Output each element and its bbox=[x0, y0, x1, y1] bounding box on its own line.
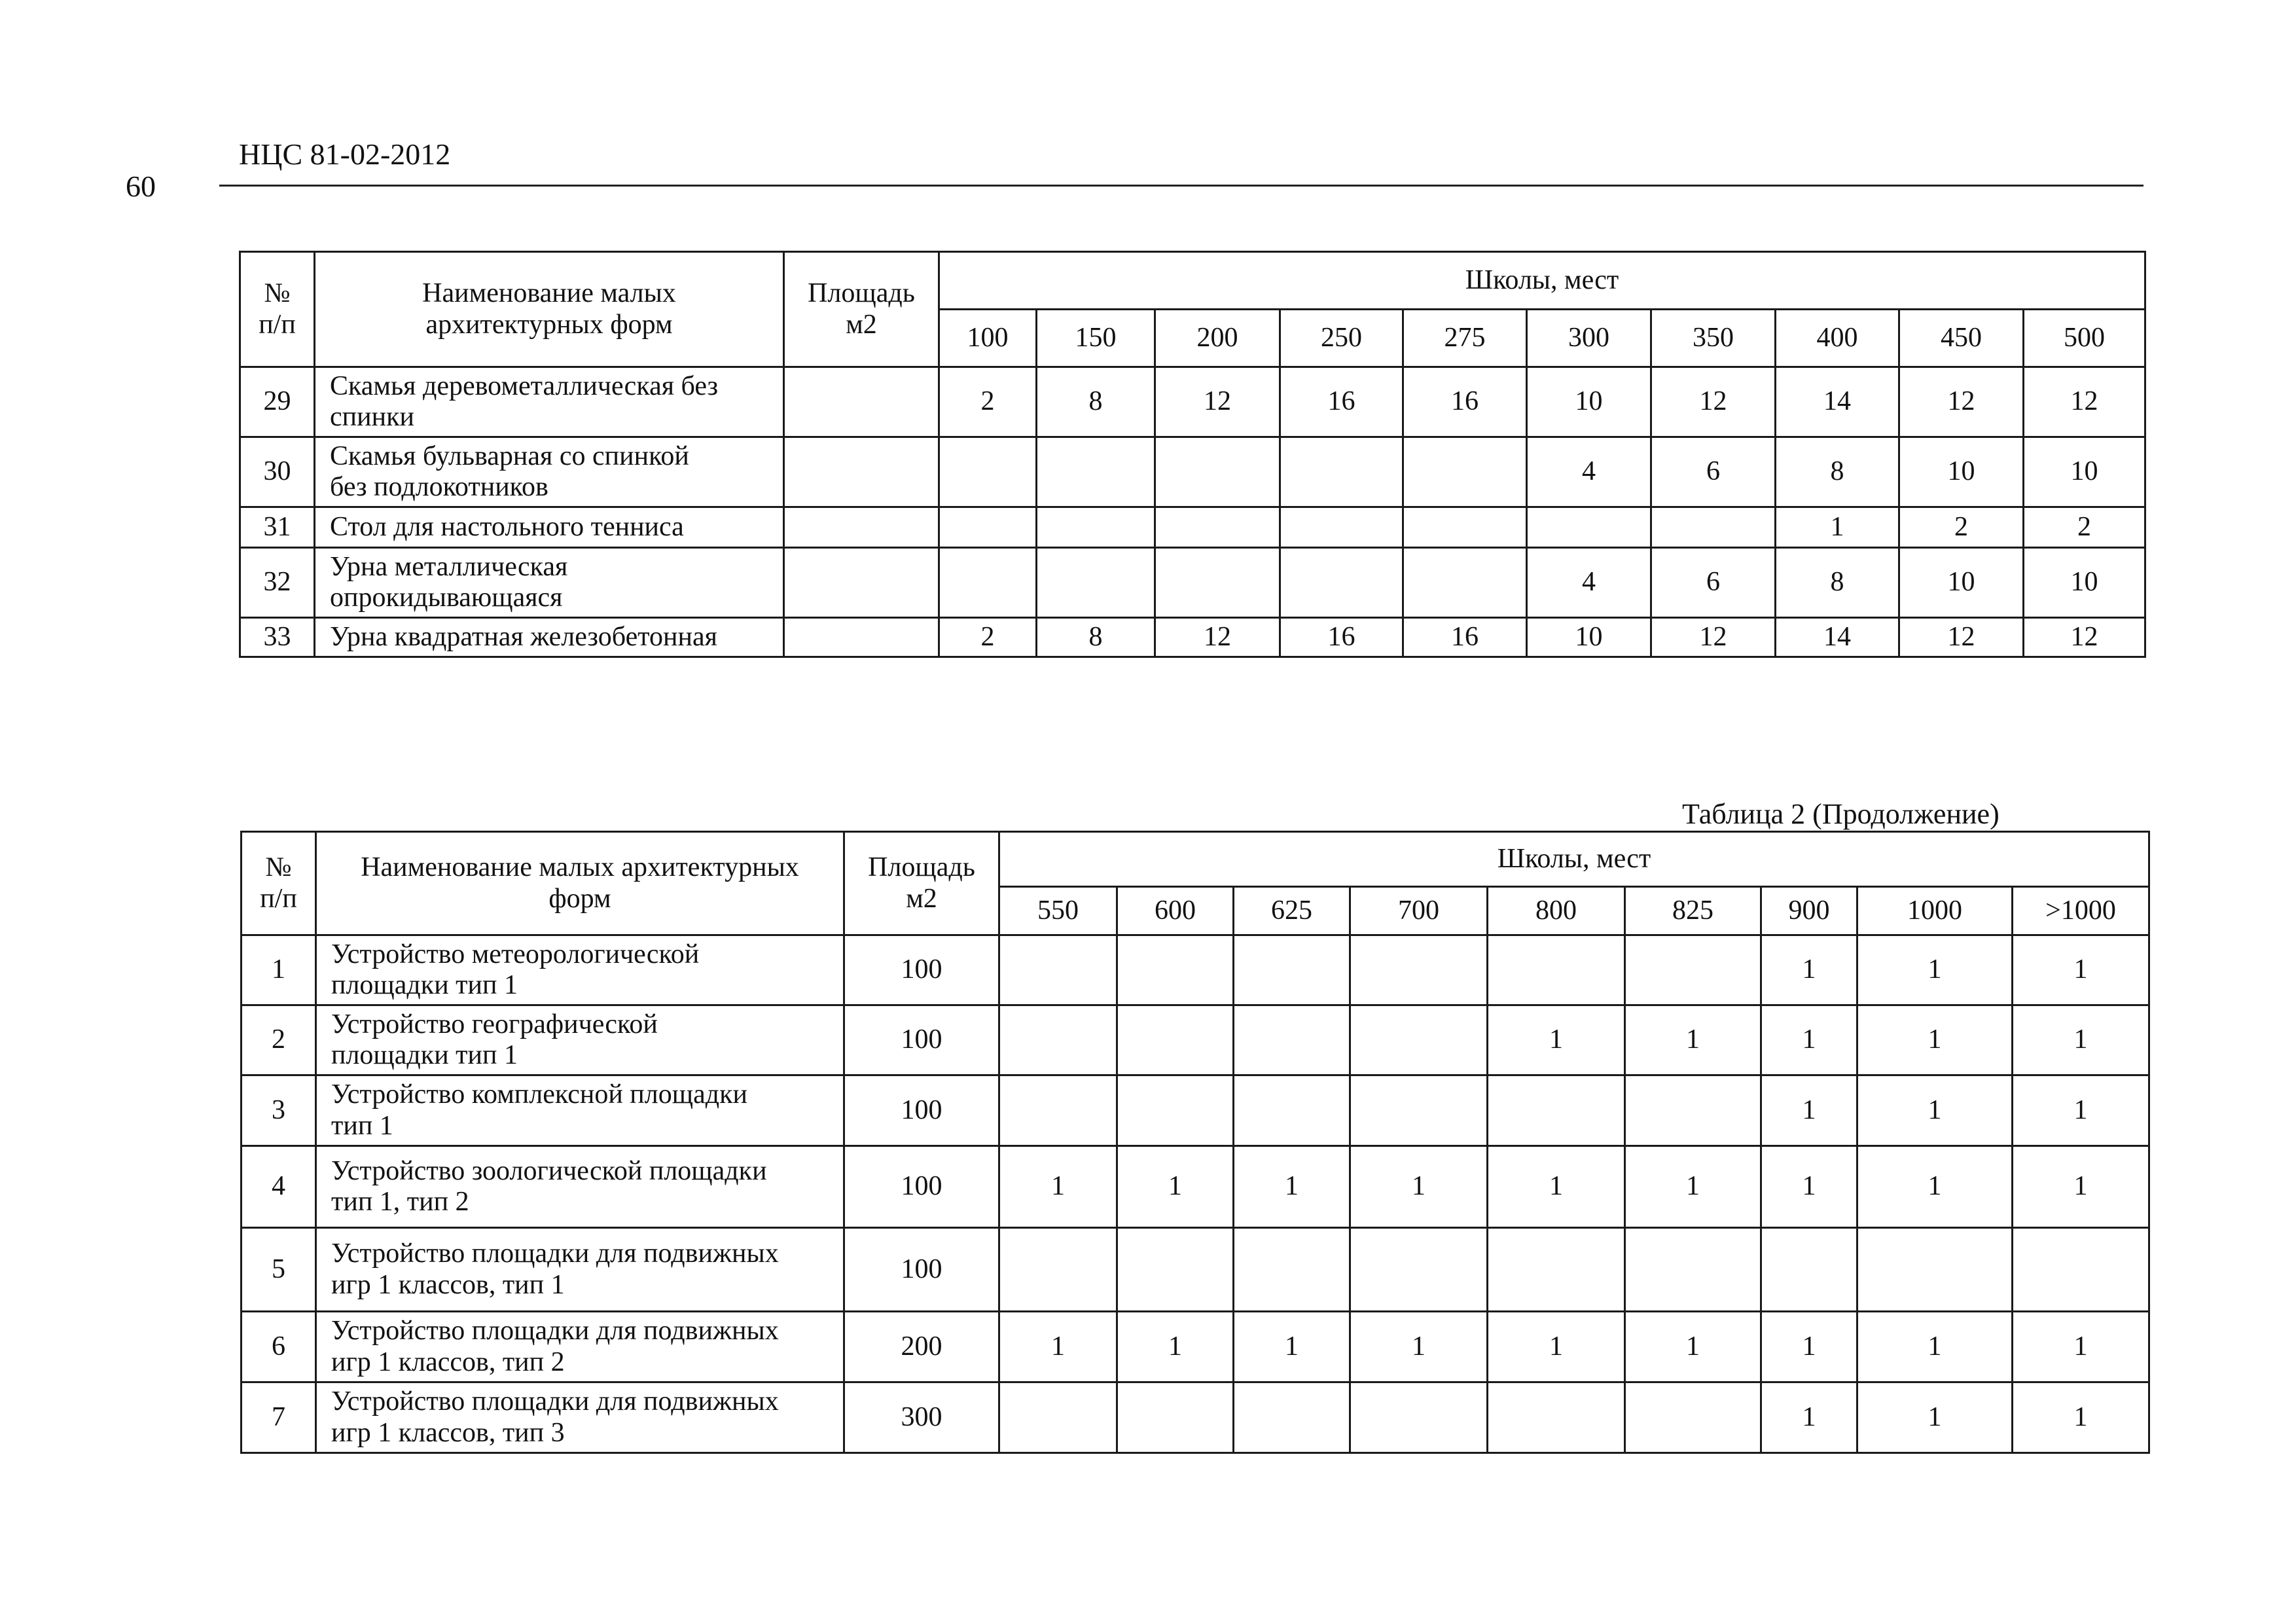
row-value: 1 bbox=[1117, 1146, 1234, 1228]
row-value: 1 bbox=[1625, 1312, 1761, 1382]
header-capacity: 450 bbox=[1899, 310, 2024, 367]
table-row bbox=[242, 1312, 2149, 1382]
row-area bbox=[784, 548, 939, 618]
row-value: 1 bbox=[1857, 1146, 2013, 1228]
row-value bbox=[1037, 507, 1155, 548]
table-row bbox=[242, 1382, 2149, 1453]
row-name: Устройство зоологической площадки тип 1, тип 2 bbox=[316, 1146, 844, 1228]
row-area bbox=[784, 618, 939, 657]
row-value: 10 bbox=[1899, 437, 2024, 507]
header-capacity: 150 bbox=[1037, 310, 1155, 367]
header-capacity: 600 bbox=[1117, 887, 1234, 935]
row-value bbox=[1488, 1228, 1625, 1312]
row-value: 16 bbox=[1403, 618, 1527, 657]
row-value bbox=[1350, 1228, 1488, 1312]
header-capacity: 200 bbox=[1155, 310, 1280, 367]
row-value: 12 bbox=[1899, 618, 2024, 657]
header-num-text: № п/п bbox=[260, 852, 297, 914]
row-number: 29 bbox=[240, 367, 315, 437]
row-value bbox=[999, 1382, 1117, 1453]
row-value bbox=[1403, 437, 1527, 507]
row-area: 100 bbox=[844, 1146, 999, 1228]
row-value bbox=[1350, 1382, 1488, 1453]
row-value bbox=[999, 1228, 1117, 1312]
row-area: 200 bbox=[844, 1312, 999, 1382]
table-row bbox=[240, 507, 2145, 548]
row-value: 12 bbox=[2024, 367, 2145, 437]
row-value: 1 bbox=[1488, 1312, 1625, 1382]
header-name bbox=[316, 832, 844, 935]
header-name-text: Наименование малых архитектурных форм bbox=[361, 852, 799, 914]
row-number: 32 bbox=[240, 548, 315, 618]
row-value: 8 bbox=[1037, 618, 1155, 657]
header-group: Школы, мест bbox=[939, 252, 2145, 310]
row-number: 30 bbox=[240, 437, 315, 507]
header-num-text: № п/п bbox=[259, 278, 296, 340]
page-number: 60 bbox=[126, 170, 156, 203]
row-value: 16 bbox=[1280, 618, 1403, 657]
table-caption: Таблица 2 (Продолжение) bbox=[1682, 798, 2000, 830]
table-row bbox=[240, 618, 2145, 657]
row-value: 14 bbox=[1776, 618, 1899, 657]
row-value: 1 bbox=[999, 1312, 1117, 1382]
row-area: 300 bbox=[844, 1382, 999, 1453]
table-schools-1 bbox=[239, 251, 2146, 658]
row-value: 1 bbox=[1488, 1146, 1625, 1228]
row-value: 1 bbox=[1488, 1005, 1625, 1075]
row-value: 1 bbox=[1761, 1382, 1857, 1453]
row-value: 1 bbox=[1761, 1005, 1857, 1075]
row-value: 1 bbox=[1625, 1005, 1761, 1075]
row-value bbox=[1117, 1382, 1234, 1453]
row-value: 10 bbox=[2024, 437, 2145, 507]
row-value: 10 bbox=[1527, 618, 1651, 657]
header-capacity: 900 bbox=[1761, 887, 1857, 935]
table-row bbox=[242, 1005, 2149, 1075]
row-value bbox=[1117, 1228, 1234, 1312]
row-value bbox=[1280, 507, 1403, 548]
row-value bbox=[1234, 1005, 1350, 1075]
header-name-text: Наименование малых архитектурных форм bbox=[422, 278, 676, 340]
row-value bbox=[1234, 1075, 1350, 1146]
row-number: 7 bbox=[242, 1382, 316, 1453]
row-area bbox=[784, 507, 939, 548]
row-value: 1 bbox=[1761, 1146, 1857, 1228]
row-number: 2 bbox=[242, 1005, 316, 1075]
row-value: 12 bbox=[1651, 367, 1776, 437]
header-area bbox=[844, 832, 999, 935]
row-name: Устройство площадки для подвижных игр 1 классов, тип 1 bbox=[316, 1228, 844, 1312]
row-value bbox=[1403, 548, 1527, 618]
table-row bbox=[242, 1075, 2149, 1146]
row-value bbox=[1350, 935, 1488, 1005]
row-value bbox=[939, 507, 1037, 548]
row-value: 12 bbox=[1155, 618, 1280, 657]
row-value: 1 bbox=[2013, 1005, 2149, 1075]
row-value bbox=[1117, 935, 1234, 1005]
row-value: 1 bbox=[1117, 1312, 1234, 1382]
table-row bbox=[240, 548, 2145, 618]
header-group: Школы, мест bbox=[999, 832, 2149, 887]
row-value: 1 bbox=[2013, 935, 2149, 1005]
row-number: 3 bbox=[242, 1075, 316, 1146]
row-area: 100 bbox=[844, 935, 999, 1005]
row-value: 1 bbox=[1761, 1312, 1857, 1382]
row-value bbox=[1527, 507, 1651, 548]
row-value: 2 bbox=[1899, 507, 2024, 548]
row-area: 100 bbox=[844, 1228, 999, 1312]
row-value bbox=[999, 935, 1117, 1005]
row-value: 4 bbox=[1527, 437, 1651, 507]
header-capacity: 550 bbox=[999, 887, 1117, 935]
row-value: 8 bbox=[1037, 367, 1155, 437]
row-value bbox=[1625, 1228, 1761, 1312]
table-schools-2 bbox=[240, 831, 2150, 1454]
row-value: 1 bbox=[2013, 1312, 2149, 1382]
header-capacity: 100 bbox=[939, 310, 1037, 367]
row-value: 6 bbox=[1651, 437, 1776, 507]
header-rule bbox=[219, 185, 2144, 187]
row-value bbox=[1761, 1228, 1857, 1312]
row-value bbox=[1280, 437, 1403, 507]
row-value bbox=[1488, 1382, 1625, 1453]
row-value bbox=[1488, 1075, 1625, 1146]
row-name: Стол для настольного тенниса bbox=[315, 507, 784, 548]
row-number: 1 bbox=[242, 935, 316, 1005]
header-capacity: 825 bbox=[1625, 887, 1761, 935]
row-value bbox=[1234, 1228, 1350, 1312]
row-value: 12 bbox=[1155, 367, 1280, 437]
row-value bbox=[939, 548, 1037, 618]
row-value bbox=[1280, 548, 1403, 618]
row-value: 12 bbox=[2024, 618, 2145, 657]
table-row bbox=[240, 367, 2145, 437]
row-value bbox=[1155, 437, 1280, 507]
row-number: 6 bbox=[242, 1312, 316, 1382]
row-name: Устройство географической площадки тип 1 bbox=[316, 1005, 844, 1075]
header-capacity: 800 bbox=[1488, 887, 1625, 935]
row-value: 1 bbox=[1857, 1382, 2013, 1453]
row-value bbox=[1350, 1075, 1488, 1146]
header-capacity: 1000 bbox=[1857, 887, 2013, 935]
row-value: 1 bbox=[2013, 1075, 2149, 1146]
row-value: 1 bbox=[999, 1146, 1117, 1228]
document-code: НЦС 81-02-2012 bbox=[239, 137, 451, 171]
table-row bbox=[242, 935, 2149, 1005]
header-capacity: 400 bbox=[1776, 310, 1899, 367]
row-value bbox=[1625, 1075, 1761, 1146]
row-value: 12 bbox=[1899, 367, 2024, 437]
row-area bbox=[784, 437, 939, 507]
row-value bbox=[1403, 507, 1527, 548]
header-area bbox=[784, 252, 939, 367]
row-value: 2 bbox=[939, 367, 1037, 437]
row-area: 100 bbox=[844, 1075, 999, 1146]
header-num bbox=[242, 832, 316, 935]
row-value: 1 bbox=[1761, 1075, 1857, 1146]
row-value bbox=[999, 1005, 1117, 1075]
row-value: 8 bbox=[1776, 437, 1899, 507]
row-value bbox=[1155, 548, 1280, 618]
row-value bbox=[1117, 1075, 1234, 1146]
row-value: 1 bbox=[1625, 1146, 1761, 1228]
row-value: 10 bbox=[2024, 548, 2145, 618]
row-value bbox=[1651, 507, 1776, 548]
row-value: 1 bbox=[1776, 507, 1899, 548]
row-name: Урна квадратная железобетонная bbox=[315, 618, 784, 657]
row-value: 1 bbox=[2013, 1146, 2149, 1228]
header-name bbox=[315, 252, 784, 367]
row-name: Скамья деревометаллическая без спинки bbox=[315, 367, 784, 437]
row-value bbox=[2013, 1228, 2149, 1312]
row-value: 1 bbox=[1857, 1005, 2013, 1075]
row-value bbox=[1625, 935, 1761, 1005]
row-value: 14 bbox=[1776, 367, 1899, 437]
row-value: 1 bbox=[1857, 1075, 2013, 1146]
row-value bbox=[1625, 1382, 1761, 1453]
row-value: 1 bbox=[1350, 1312, 1488, 1382]
row-value bbox=[1117, 1005, 1234, 1075]
row-area bbox=[784, 367, 939, 437]
header-capacity: 700 bbox=[1350, 887, 1488, 935]
header-capacity: 350 bbox=[1651, 310, 1776, 367]
row-value: 1 bbox=[1234, 1312, 1350, 1382]
row-value bbox=[1857, 1228, 2013, 1312]
row-value: 2 bbox=[2024, 507, 2145, 548]
row-area: 100 bbox=[844, 1005, 999, 1075]
row-value bbox=[1234, 1382, 1350, 1453]
row-name: Устройство комплексной площадки тип 1 bbox=[316, 1075, 844, 1146]
row-value: 1 bbox=[1234, 1146, 1350, 1228]
row-name: Скамья бульварная со спинкой без подлокотников bbox=[315, 437, 784, 507]
header-area-text: Площадь м2 bbox=[868, 852, 975, 914]
row-name: Устройство площадки для подвижных игр 1 классов, тип 3 bbox=[316, 1382, 844, 1453]
row-value bbox=[939, 437, 1037, 507]
row-name: Устройство метеорологической площадки тип 1 bbox=[316, 935, 844, 1005]
row-value bbox=[1488, 935, 1625, 1005]
row-value: 10 bbox=[1899, 548, 2024, 618]
header-num bbox=[240, 252, 315, 367]
row-value: 1 bbox=[2013, 1382, 2149, 1453]
row-value: 1 bbox=[1857, 1312, 2013, 1382]
row-value bbox=[1234, 935, 1350, 1005]
table-row bbox=[240, 437, 2145, 507]
row-value: 4 bbox=[1527, 548, 1651, 618]
row-value: 16 bbox=[1280, 367, 1403, 437]
row-value bbox=[1037, 437, 1155, 507]
header-capacity: 300 bbox=[1527, 310, 1651, 367]
row-value bbox=[999, 1075, 1117, 1146]
row-name: Устройство площадки для подвижных игр 1 классов, тип 2 bbox=[316, 1312, 844, 1382]
row-value: 16 bbox=[1403, 367, 1527, 437]
row-value: 6 bbox=[1651, 548, 1776, 618]
row-value: 8 bbox=[1776, 548, 1899, 618]
header-capacity: 275 bbox=[1403, 310, 1527, 367]
table-row bbox=[242, 1146, 2149, 1228]
row-number: 5 bbox=[242, 1228, 316, 1312]
row-value bbox=[1155, 507, 1280, 548]
row-value: 1 bbox=[1761, 935, 1857, 1005]
row-value: 2 bbox=[939, 618, 1037, 657]
row-value: 1 bbox=[1857, 935, 2013, 1005]
header-capacity: 250 bbox=[1280, 310, 1403, 367]
row-value bbox=[1037, 548, 1155, 618]
row-number: 4 bbox=[242, 1146, 316, 1228]
row-value: 10 bbox=[1527, 367, 1651, 437]
header-capacity: 500 bbox=[2024, 310, 2145, 367]
table-row bbox=[242, 1228, 2149, 1312]
header-capacity: 625 bbox=[1234, 887, 1350, 935]
row-name: Урна металлическая опрокидывающаяся bbox=[315, 548, 784, 618]
row-number: 33 bbox=[240, 618, 315, 657]
row-value: 1 bbox=[1350, 1146, 1488, 1228]
header-capacity: >1000 bbox=[2013, 887, 2149, 935]
header-area-text: Площадь м2 bbox=[808, 278, 915, 340]
row-value: 12 bbox=[1651, 618, 1776, 657]
row-value bbox=[1350, 1005, 1488, 1075]
row-number: 31 bbox=[240, 507, 315, 548]
